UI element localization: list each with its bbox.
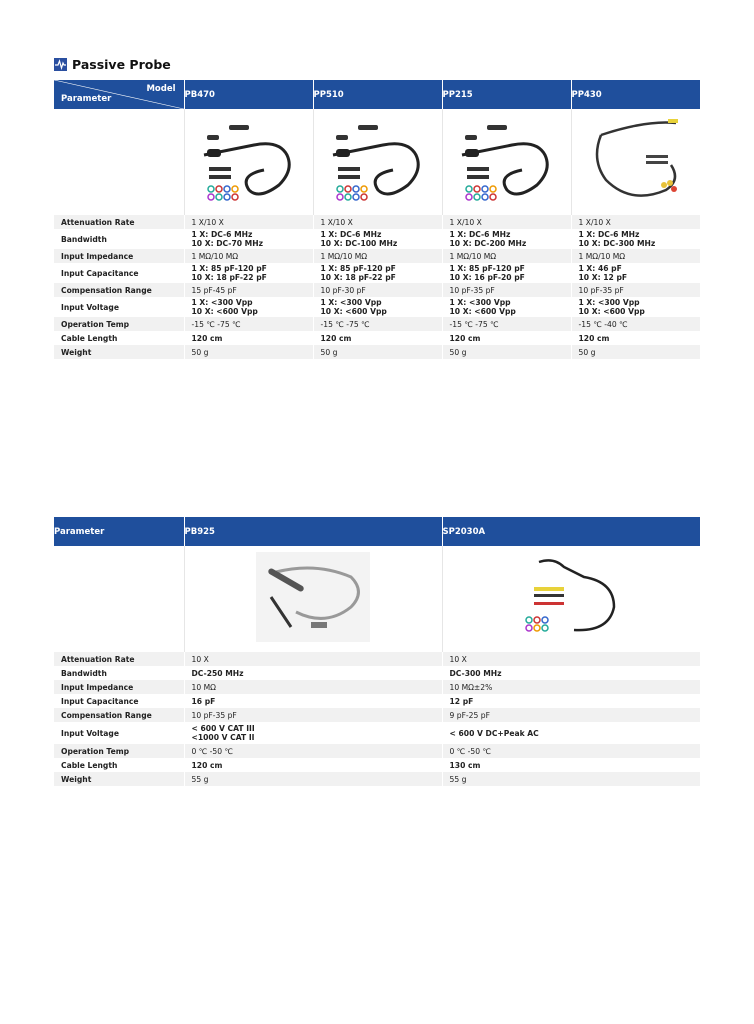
spec-value-cell <box>313 345 442 359</box>
header-parameter-label: Parameter <box>54 517 184 546</box>
model-header: PB470 <box>184 80 313 109</box>
model-header: PP215 <box>442 80 571 109</box>
spec-value: 10 X: 12 pF <box>578 273 628 282</box>
spec-value-cell <box>571 229 700 249</box>
spec-value-cell <box>442 229 571 249</box>
spec-value-cell <box>313 317 442 331</box>
spec-value: 0 ℃ -50 ℃ <box>449 746 492 756</box>
table-row <box>54 722 700 744</box>
spec-value: 10 X <box>449 654 467 664</box>
row-label: Weight <box>54 345 184 359</box>
row-label: Input Capacitance <box>54 694 184 708</box>
spec-value-cell <box>442 652 700 666</box>
row-label: Bandwidth <box>54 229 184 249</box>
spec-value-cell <box>184 652 442 666</box>
spec-value: 1 X: <300 Vpp <box>191 298 253 307</box>
row-label: Cable Length <box>54 331 184 345</box>
spec-value: 55 g <box>191 774 209 784</box>
spec-value: 1 X: DC-6 MHz <box>191 230 253 239</box>
spec-value: < 600 V CAT III <box>191 724 255 733</box>
spec-value: 1 X/10 X <box>191 217 224 227</box>
spec-value: 55 g <box>449 774 467 784</box>
probe-image <box>442 546 700 652</box>
spec-value: 50 g <box>320 347 338 357</box>
spec-value-cell <box>184 744 442 758</box>
spec-value-cell <box>313 215 442 229</box>
table-row <box>54 229 700 249</box>
spec-value-cell <box>313 249 442 263</box>
spec-value-cell <box>442 666 700 680</box>
table-row <box>54 263 700 283</box>
spec-value-cell <box>442 772 700 786</box>
spec-value: 1 X: <300 Vpp <box>449 298 511 307</box>
spec-value: 1 MΩ/10 MΩ <box>449 251 497 261</box>
probe-image <box>184 109 313 215</box>
spec-value-cell <box>571 331 700 345</box>
spec-value-cell <box>184 297 313 317</box>
spec-value: -15 ℃ -75 ℃ <box>191 319 241 329</box>
spec-value-cell <box>184 331 313 345</box>
spec-value-cell <box>442 680 700 694</box>
table-row <box>54 694 700 708</box>
spec-value: 10 X: DC-200 MHz <box>449 239 527 248</box>
spec-value-cell <box>571 283 700 297</box>
spec-value-cell <box>184 758 442 772</box>
spec-value: 130 cm <box>449 760 481 770</box>
row-label: Input Voltage <box>54 722 184 744</box>
section-title <box>54 56 171 72</box>
spec-value-cell <box>184 694 442 708</box>
row-label: Input Voltage <box>54 297 184 317</box>
spec-value: 10 X: 18 pF-22 pF <box>191 273 267 282</box>
spec-value: -15 ℃ -75 ℃ <box>449 319 499 329</box>
header-model-label: Model <box>146 84 176 94</box>
spec-value-cell <box>442 331 571 345</box>
spec-value: 1 X: 85 pF-120 pF <box>449 264 525 273</box>
spec-value-cell <box>442 345 571 359</box>
row-label: Weight <box>54 772 184 786</box>
spec-value: 1 X: <300 Vpp <box>320 298 382 307</box>
spec-value-cell <box>313 283 442 297</box>
model-header: PP510 <box>313 80 442 109</box>
header-parameter-model <box>54 80 184 109</box>
spec-value: 10 X: <600 Vpp <box>191 307 258 316</box>
spec-value-cell <box>571 317 700 331</box>
spec-value: 1 X: DC-6 MHz <box>449 230 511 239</box>
spec-value-cell <box>442 215 571 229</box>
row-label: Input Impedance <box>54 249 184 263</box>
spec-value: 120 cm <box>320 333 352 343</box>
spec-value: 50 g <box>191 347 209 357</box>
spec-value-cell <box>313 263 442 283</box>
spec-value: 0 ℃ -50 ℃ <box>191 746 234 756</box>
spec-value-cell <box>442 249 571 263</box>
spec-value: 1 X: DC-6 MHz <box>320 230 382 239</box>
spec-value: 10 X: <600 Vpp <box>449 307 516 316</box>
header-parameter-label: Parameter <box>61 94 112 104</box>
page-title: Passive Probe <box>72 56 171 72</box>
spec-value-cell <box>184 345 313 359</box>
spec-value: 10 X: 16 pF-20 pF <box>449 273 525 282</box>
spec-value-cell <box>184 666 442 680</box>
spec-value: -15 ℃ -40 ℃ <box>578 319 628 329</box>
spec-value-cell <box>184 317 313 331</box>
probe-image <box>442 109 571 215</box>
spec-value-cell <box>571 263 700 283</box>
spec-value-cell <box>313 331 442 345</box>
model-header: SP2030A <box>442 517 700 546</box>
spec-value-cell <box>313 229 442 249</box>
spec-value-cell <box>184 263 313 283</box>
spec-value-cell <box>184 772 442 786</box>
spec-value: < 600 V DC+Peak AC <box>449 728 539 738</box>
spec-value: 10 X <box>191 654 209 664</box>
spec-value-cell <box>442 722 700 744</box>
spec-value: 50 g <box>578 347 596 357</box>
spec-value: 1 X: 46 pF <box>578 264 622 273</box>
spec-value: <1000 V CAT II <box>191 733 255 742</box>
spec-value: 10 pF-30 pF <box>320 285 366 295</box>
spec-value-cell <box>571 345 700 359</box>
spec-value: 1 X: 85 pF-120 pF <box>191 264 267 273</box>
row-label: Compensation Range <box>54 283 184 297</box>
spec-value: DC-250 MHz <box>191 668 244 678</box>
table-row <box>54 652 700 666</box>
spec-value: 120 cm <box>449 333 481 343</box>
spec-value: 1 X/10 X <box>449 217 482 227</box>
spec-value-cell <box>184 708 442 722</box>
spec-value-cell <box>571 297 700 317</box>
spec-table-1 <box>54 80 701 359</box>
row-label: Compensation Range <box>54 708 184 722</box>
spec-value: 10 pF-35 pF <box>191 710 237 720</box>
spec-value-cell <box>442 263 571 283</box>
spec-value-cell <box>442 317 571 331</box>
spec-value: 1 X: <300 Vpp <box>578 298 640 307</box>
spec-value: 10 X: <600 Vpp <box>320 307 387 316</box>
model-header: PB925 <box>184 517 442 546</box>
table-row <box>54 772 700 786</box>
row-label: Input Capacitance <box>54 263 184 283</box>
spec-value-cell <box>313 297 442 317</box>
row-label: Input Impedance <box>54 680 184 694</box>
spec-value-cell <box>571 215 700 229</box>
spec-value: 120 cm <box>191 333 223 343</box>
table-row <box>54 215 700 229</box>
spec-value-cell <box>442 694 700 708</box>
row-label: Cable Length <box>54 758 184 772</box>
spec-value-cell <box>442 283 571 297</box>
spec-value: 1 X: DC-6 MHz <box>578 230 640 239</box>
table-row <box>54 249 700 263</box>
spec-value: 1 MΩ/10 MΩ <box>191 251 239 261</box>
table-row <box>54 758 700 772</box>
spec-value: DC-300 MHz <box>449 668 502 678</box>
table-row <box>54 345 700 359</box>
row-label: Bandwidth <box>54 666 184 680</box>
spec-value: 120 cm <box>191 760 223 770</box>
spec-value-cell <box>184 229 313 249</box>
spec-value: 1 MΩ/10 MΩ <box>578 251 626 261</box>
spec-value: 10 pF-35 pF <box>578 285 624 295</box>
row-label: Operation Temp <box>54 317 184 331</box>
spec-value-cell <box>184 249 313 263</box>
probe-image <box>313 109 442 215</box>
table-row <box>54 708 700 722</box>
table-row <box>54 680 700 694</box>
probe-image <box>571 109 700 215</box>
spec-value-cell <box>184 722 442 744</box>
row-label: Attenuation Rate <box>54 652 184 666</box>
probe-image <box>184 546 442 652</box>
spec-value: 1 X/10 X <box>320 217 353 227</box>
model-header: PP430 <box>571 80 700 109</box>
spec-value: 10 X: DC-70 MHz <box>191 239 263 248</box>
spec-value: 10 X: DC-300 MHz <box>578 239 656 248</box>
spec-value-cell <box>442 758 700 772</box>
spec-value: 10 X: DC-100 MHz <box>320 239 398 248</box>
image-cell-empty <box>54 109 184 215</box>
table-row <box>54 317 700 331</box>
spec-value: 10 MΩ <box>191 682 216 692</box>
spec-value: -15 ℃ -75 ℃ <box>320 319 370 329</box>
row-label: Operation Temp <box>54 744 184 758</box>
spec-value: 10 pF-35 pF <box>449 285 495 295</box>
spec-value-cell <box>571 249 700 263</box>
spec-value: 16 pF <box>191 696 216 706</box>
spec-value-cell <box>442 297 571 317</box>
waveform-icon <box>54 58 67 71</box>
spec-value-cell <box>184 283 313 297</box>
spec-value: 15 pF-45 pF <box>191 285 237 295</box>
spec-value: 9 pF-25 pF <box>449 710 490 720</box>
table-row <box>54 744 700 758</box>
spec-value: 10 MΩ±2% <box>449 682 493 692</box>
spec-value: 12 pF <box>449 696 474 706</box>
spec-value: 10 X: <600 Vpp <box>578 307 645 316</box>
row-label: Attenuation Rate <box>54 215 184 229</box>
spec-value: 10 X: 18 pF-22 pF <box>320 273 396 282</box>
image-cell-empty <box>54 546 184 652</box>
spec-value-cell <box>442 744 700 758</box>
spec-value: 50 g <box>449 347 467 357</box>
spec-value-cell <box>184 215 313 229</box>
spec-value: 120 cm <box>578 333 610 343</box>
spec-value: 1 MΩ/10 MΩ <box>320 251 368 261</box>
table-row <box>54 331 700 345</box>
spec-value-cell <box>442 708 700 722</box>
table-row <box>54 666 700 680</box>
table-row <box>54 283 700 297</box>
table-row <box>54 297 700 317</box>
spec-value: 1 X/10 X <box>578 217 611 227</box>
spec-value: 1 X: 85 pF-120 pF <box>320 264 396 273</box>
spec-table-2 <box>54 517 701 786</box>
spec-value-cell <box>184 680 442 694</box>
